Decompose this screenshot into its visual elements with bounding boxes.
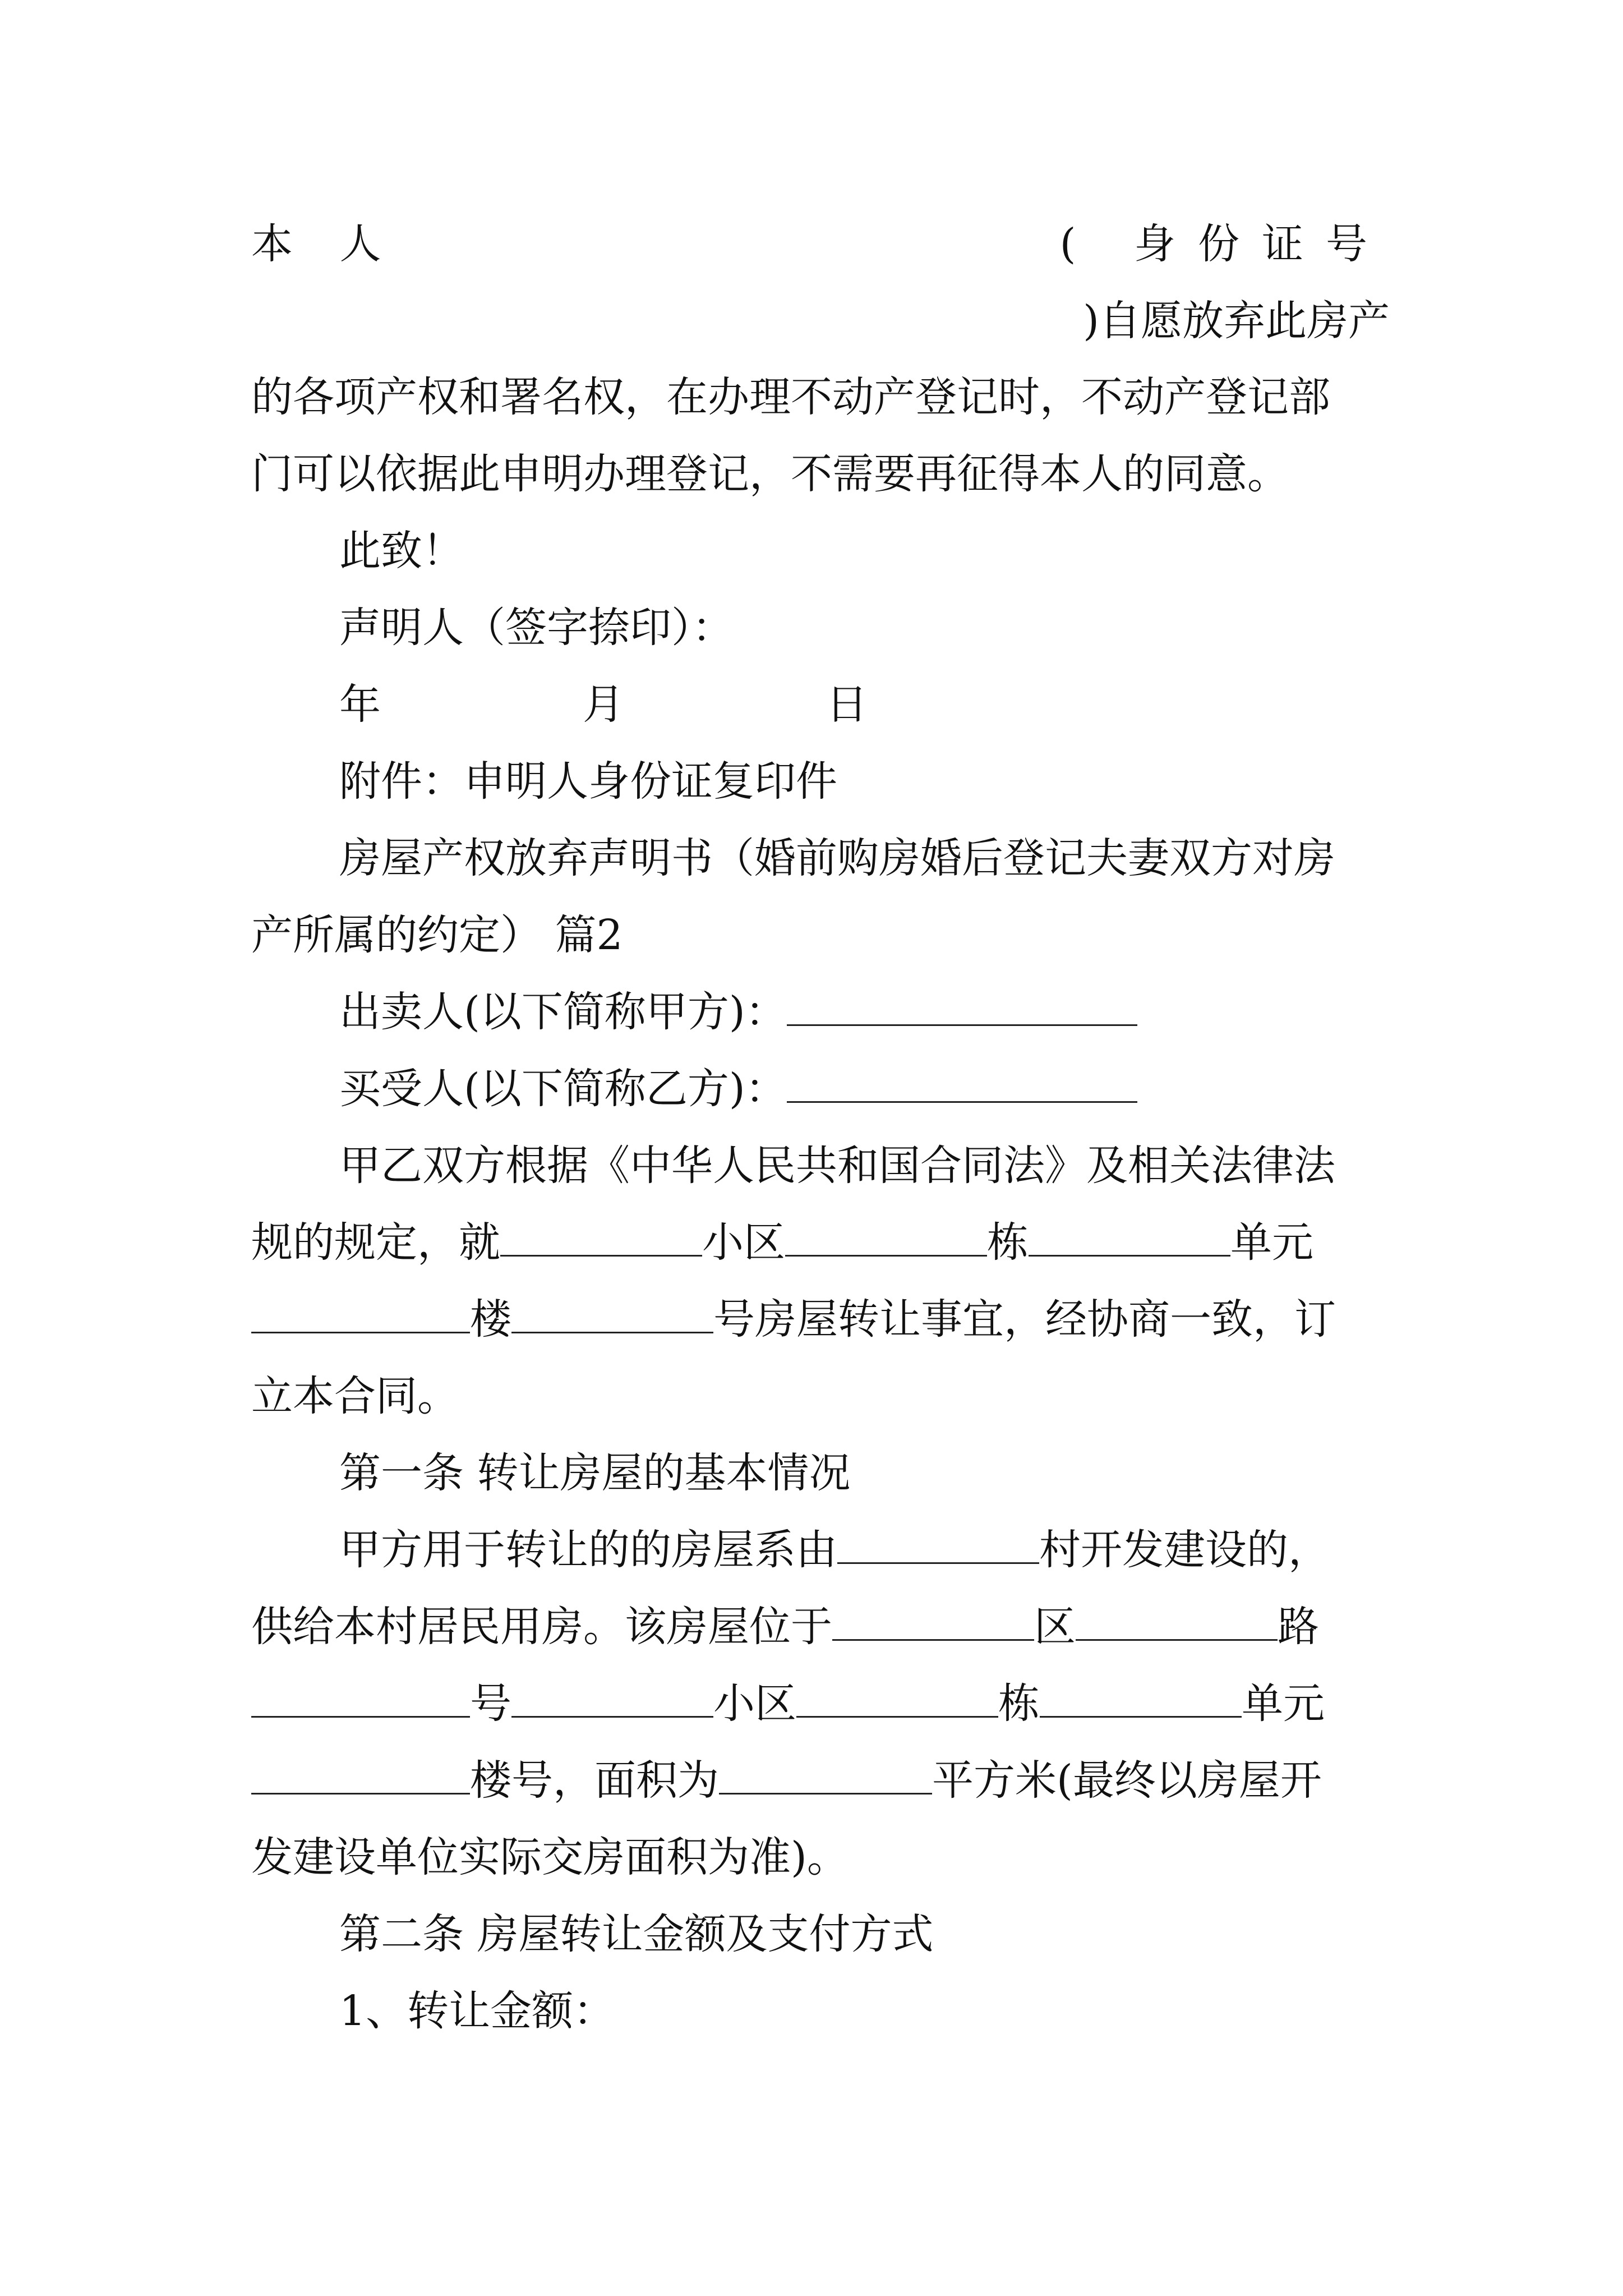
date-month: 月 [583,680,624,729]
article1-text-i: 单元 [1242,1680,1325,1728]
blank [251,1677,470,1718]
article1-title: 第一条 转让房屋的基本情况 [339,1449,851,1497]
intro-line-4: 立本合同。 [251,1372,459,1420]
article1-text-e: 路 [1278,1603,1319,1651]
seller-label: 出卖人(以下简称甲方)： [339,988,787,1036]
intro-text-e: 楼 [470,1295,511,1343]
date-day: 日 [826,680,868,729]
blank [1040,1677,1242,1718]
buyer-blank [787,1062,1137,1103]
blank [500,1216,702,1257]
paragraph-line-3: 的各项产权和署名权，在办理不动产登记时，不动产登记部 [251,373,1330,421]
article1-text-b: 村开发建设的， [1039,1526,1330,1574]
blank [1029,1216,1230,1257]
buyer-line [339,1050,1390,1128]
article2-item-1: 1、转让金额： [339,1987,615,2035]
blank [785,1216,987,1257]
closing-salutation: 此致！ [339,527,464,575]
intro-line-2 [251,1203,1390,1282]
text-id-number-label: ( 身份证号 [1059,220,1390,268]
intro-text-d: 单元 [1230,1218,1313,1267]
blank [837,1523,1039,1564]
buyer-label: 买受人(以下简称乙方)： [339,1065,787,1113]
article1-text-k: 平方米(最终以房屋开 [932,1756,1322,1805]
text-voluntary-waiver: )自愿放弃此房产 [1083,297,1390,345]
article1-line-2 [251,1588,1390,1666]
blank [511,1292,713,1333]
text-self: 本 人 [251,220,398,268]
blank [251,1754,470,1795]
section-title-line-1: 房屋产权放弃声明书（婚前购房婚后登记夫妻双方对房 [339,834,1335,882]
attachment-line: 附件：申明人身份证复印件 [339,757,837,806]
date-year: 年 [339,680,381,729]
intro-text-a: 规的规定，就 [251,1218,500,1267]
article1-text-d: 区 [1034,1603,1076,1651]
seller-line [339,973,1390,1051]
blank [251,1292,470,1333]
article1-text-g: 小区 [713,1680,796,1728]
section-title-line-2: 产所属的约定） 篇2 [251,911,623,959]
article1-line-1 [339,1511,1390,1589]
intro-text-f: 号房屋转让事宜，经协商一致，订 [713,1295,1336,1343]
intro-line-3 [251,1280,1390,1359]
blank [511,1677,713,1718]
paragraph-line-1 [251,205,1390,283]
article1-text-c: 供给本村居民用房。该房屋位于 [251,1603,832,1651]
blank [796,1677,998,1718]
paragraph-line-2 [251,282,1390,360]
intro-text-b: 小区 [702,1218,785,1267]
signature-line: 声明人（签字捺印）： [339,604,734,652]
blank [719,1754,932,1795]
article1-text-f: 号 [470,1680,511,1728]
article2-title: 第二条 房屋转让金额及支付方式 [339,1910,934,1958]
article1-text-a: 甲方用于转让的的房屋系由 [339,1526,837,1574]
article1-line-3 [251,1664,1390,1743]
article1-line-5: 发建设单位实际交房面积为准)。 [251,1833,849,1881]
paragraph-line-4: 门可以依据此申明办理登记，不需要再征得本人的同意。 [251,450,1289,498]
blank [1076,1600,1278,1641]
article1-text-j: 楼号，面积为 [470,1756,719,1805]
intro-line-1: 甲乙双方根据《中华人民共和国合同法》及相关法律法 [339,1142,1335,1190]
seller-blank [787,985,1137,1026]
intro-text-c: 栋 [987,1218,1029,1267]
blank [832,1600,1034,1641]
date-line [339,665,1390,744]
article1-text-h: 栋 [998,1680,1040,1728]
article1-line-4 [251,1741,1390,1820]
